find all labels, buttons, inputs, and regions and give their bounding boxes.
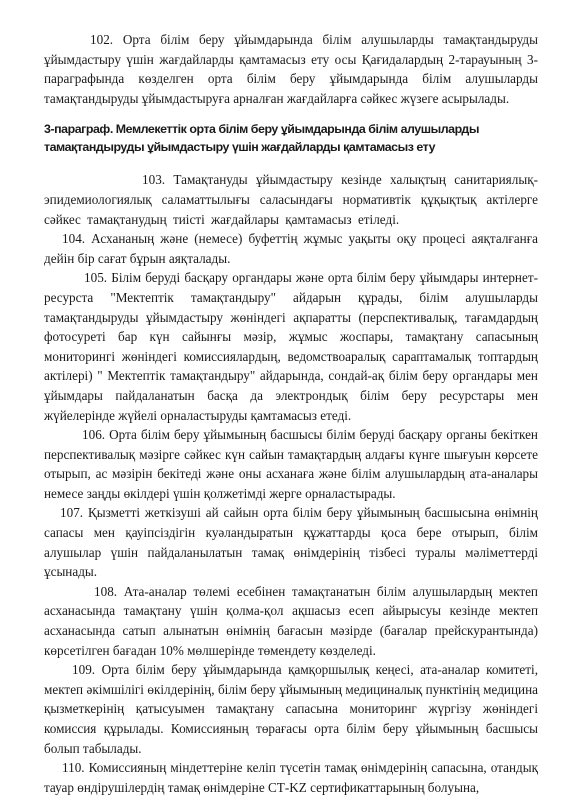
paragraph-103: 103. Тамақтануды ұйымдастыру кезінде халықтың санитариялық-эпидемиологиялық саламаттылығы саласындағы нормативтік құқықтық актілерге сәйкес тамақтанудың тиісті жағдайлары қамтамасыз етіледі. [44, 172, 538, 227]
paragraph-110: 110. Комиссияның міндеттеріне келіп түсетін тамақ өнімдерінің сапасына, отандық тауар өндірушілердің тамақ өнімдеріне СТ-KZ сертификаттарының болуына, [44, 760, 538, 795]
paragraph-109: 109. Орта білім беру ұйымдарында қамқоршылық кеңесі, ата-аналар комитеті, мектеп әкімшілігі өкілдерінің, білім беру ұйымының медициналық пунктінің медицина қызметкерінің қатысуымен тамақтану сапасына мониторинг жүргізу жөніндегі комиссия құрылады. Комиссияның төрағасы орта білім беру ұйымының басшысы болып табылады. [44, 662, 538, 756]
paragraph-105: 105. Білім беруді басқару органдары және орта білім беру ұйымдары интернет-ресурста "Мектептік тамақтандыру" айдарын құрады, білім алушыларды тамақтандыруды ұйымдастыру жөніндегі ақпаратты (перспективалық, тағамдардың фотосуреті бар күн сайынғы мәзір, жұмыс жоспары, тамақтану сапасының мониторингі жөніндегі комиссиялардың, ведомствоаралық сараптамалық топтардың актілері) " Мектептік тамақтандыру" айдарында, сондай-ақ білім беру органдары мен ұйымдары пайдаланатын басқа да электрондық білім беру ресурстары мен жүйелерінде жүйелі орналастыруды қамтамасыз етеді. [44, 270, 538, 423]
paragraph-102: 102. Орта білім беру ұйымдарында білім алушыларды тамақтандыруды ұйымдастыру үшін жағдайларды қамтамасыз ету осы Қағидалардың 2-тарауының 3-параграфында көзделген орта білім беру ұйымдарында білім алушыларды тамақтандыруды ұйымдастыруға арналған жағдайларға сәйкес жүзеге асырылады. [44, 32, 538, 106]
paragraph-104: 104. Асхананың және (немесе) буфеттің жұмыс уақыты оқу процесі аяқталғанға дейін бір сағат бұрын аяқталады. [44, 231, 538, 266]
section-heading: 3-параграф. Мемлекеттік орта білім беру ұйымдарында білім алушыларды тамақтандыруды ұйымдастыру үшін жағдайларды қамтамасыз ету [44, 122, 479, 155]
paragraph-107: 107. Қызметті жеткізуші ай сайын орта білім беру ұйымының басшысына өнімнің сапасы мен қауіпсіздігін куәландыратын құжаттарды қоса бере отырып, білім алушылар үшін пайдаланылатын тамақ өнімдерінің тізбесі туралы мәліметтерді ұсынады. [44, 505, 538, 580]
paragraph-108: 108. Ата-аналар төлемі есебінен тамақтанатын білім алушылардың мектеп асханасында тамақтану үшін қолма-қол ақшасыз есеп айырысуы кезінде мектеп асханасында сатып алынатын өнімнің бағасын мәзірде (бағалар прейскурантында) көрсетілген бағадан 10% мөлшерінде төмендету көзделеді. [44, 583, 538, 658]
paragraph-106: 106. Орта білім беру ұйымының басшысы білім беруді басқару органы бекіткен перспективалық мәзірге сәйкес күн сайын тамақтардың алдағы күнге шығуын көрсете отырып, ас мәзірін бекітеді және оны асханаға және білім алушылардың ата-аналары немесе заңды өкілдері үшін қолжетімді жерге орналастырады. [44, 427, 538, 501]
